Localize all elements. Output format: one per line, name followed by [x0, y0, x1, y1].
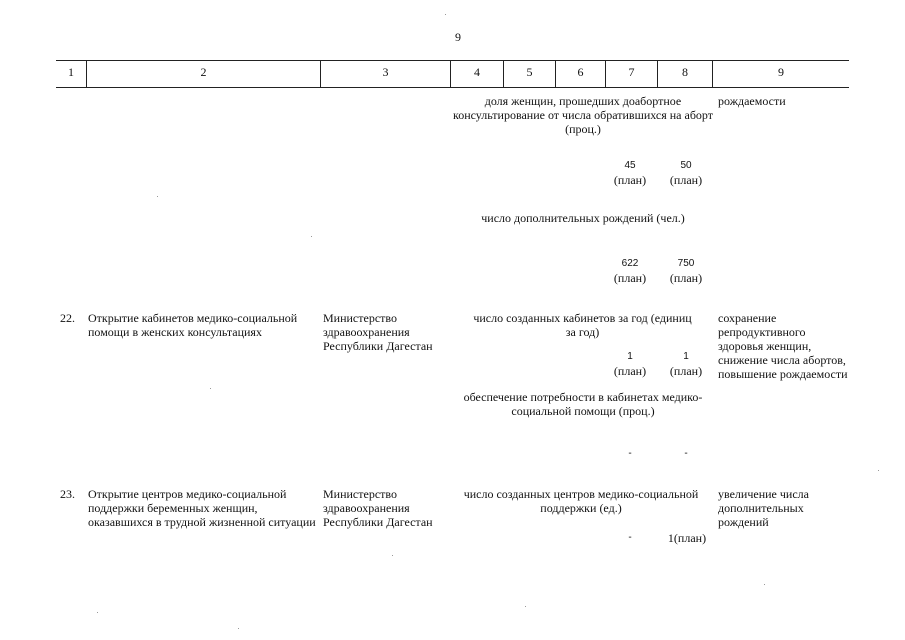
plan-value-col8: 750	[677, 258, 695, 269]
indicator-text: обеспечение потребности в кабинетах медико-социальной помощи (проц.)	[463, 390, 703, 418]
plan-value-col7: 622	[621, 258, 639, 269]
plan-value-col8: 1	[683, 351, 689, 362]
column-header-9: 9	[778, 65, 784, 79]
plan-label: (план)	[669, 271, 703, 285]
value-col8: -	[684, 448, 688, 459]
indicator-text: число дополнительных рождений (чел.)	[481, 211, 685, 225]
indicator-text: доля женщин, прошедших доабортное консультирование от числа обратившихся на аборт (проц.)	[452, 94, 714, 136]
column-header-7: 7	[628, 65, 635, 79]
plan-value-col8: 50	[680, 160, 692, 171]
plan-value-col7: 1	[627, 351, 633, 362]
plan-label: (план)	[613, 173, 647, 187]
column-header-6: 6	[577, 65, 584, 79]
indicator-text: число созданных кабинетов за год (единиц за год)	[473, 311, 692, 339]
executor-text: Министерство здравоохранения Республики Дагестан	[323, 487, 433, 529]
activity-text: Открытие центров медико-социальной поддержки беременных женщин, оказавшихся в трудной жизненной ситуации	[88, 487, 316, 529]
column-header-4: 4	[474, 65, 480, 79]
activity-text: Открытие кабинетов медико-социальной помощи в женских консультациях	[88, 311, 298, 339]
plan-label: (план)	[613, 271, 647, 285]
expected-result: сохранение репродуктивного здоровья женщин, снижение числа абортов, повышение рождаемости	[718, 311, 848, 381]
plan-label: (план)	[613, 364, 647, 378]
indicator-text: число созданных центров медико-социальной поддержки (ед.)	[463, 487, 699, 515]
column-header-1: 1	[68, 65, 74, 79]
page-number: 9	[455, 30, 461, 44]
plan-label: (план)	[669, 364, 703, 378]
column-header-5: 5	[526, 65, 533, 79]
row-number: 22.	[60, 311, 75, 325]
plan-value-col7: 45	[624, 160, 636, 171]
value-col7: -	[628, 448, 632, 459]
value-col7: -	[628, 532, 632, 543]
executor-text: Министерство здравоохранения Республики Дагестан	[323, 311, 433, 353]
header-top-border	[56, 60, 849, 61]
column-header-8: 8	[682, 65, 688, 79]
header-bottom-border	[56, 87, 849, 88]
row-number: 23.	[60, 487, 75, 501]
value-col8: 1(план)	[667, 531, 707, 545]
column-header-2: 2	[200, 65, 207, 79]
column-header-3: 3	[382, 65, 389, 79]
plan-label: (план)	[669, 173, 703, 187]
expected-result: увеличение числа дополнительных рождений	[718, 487, 809, 529]
expected-result: рождаемости	[718, 94, 786, 108]
